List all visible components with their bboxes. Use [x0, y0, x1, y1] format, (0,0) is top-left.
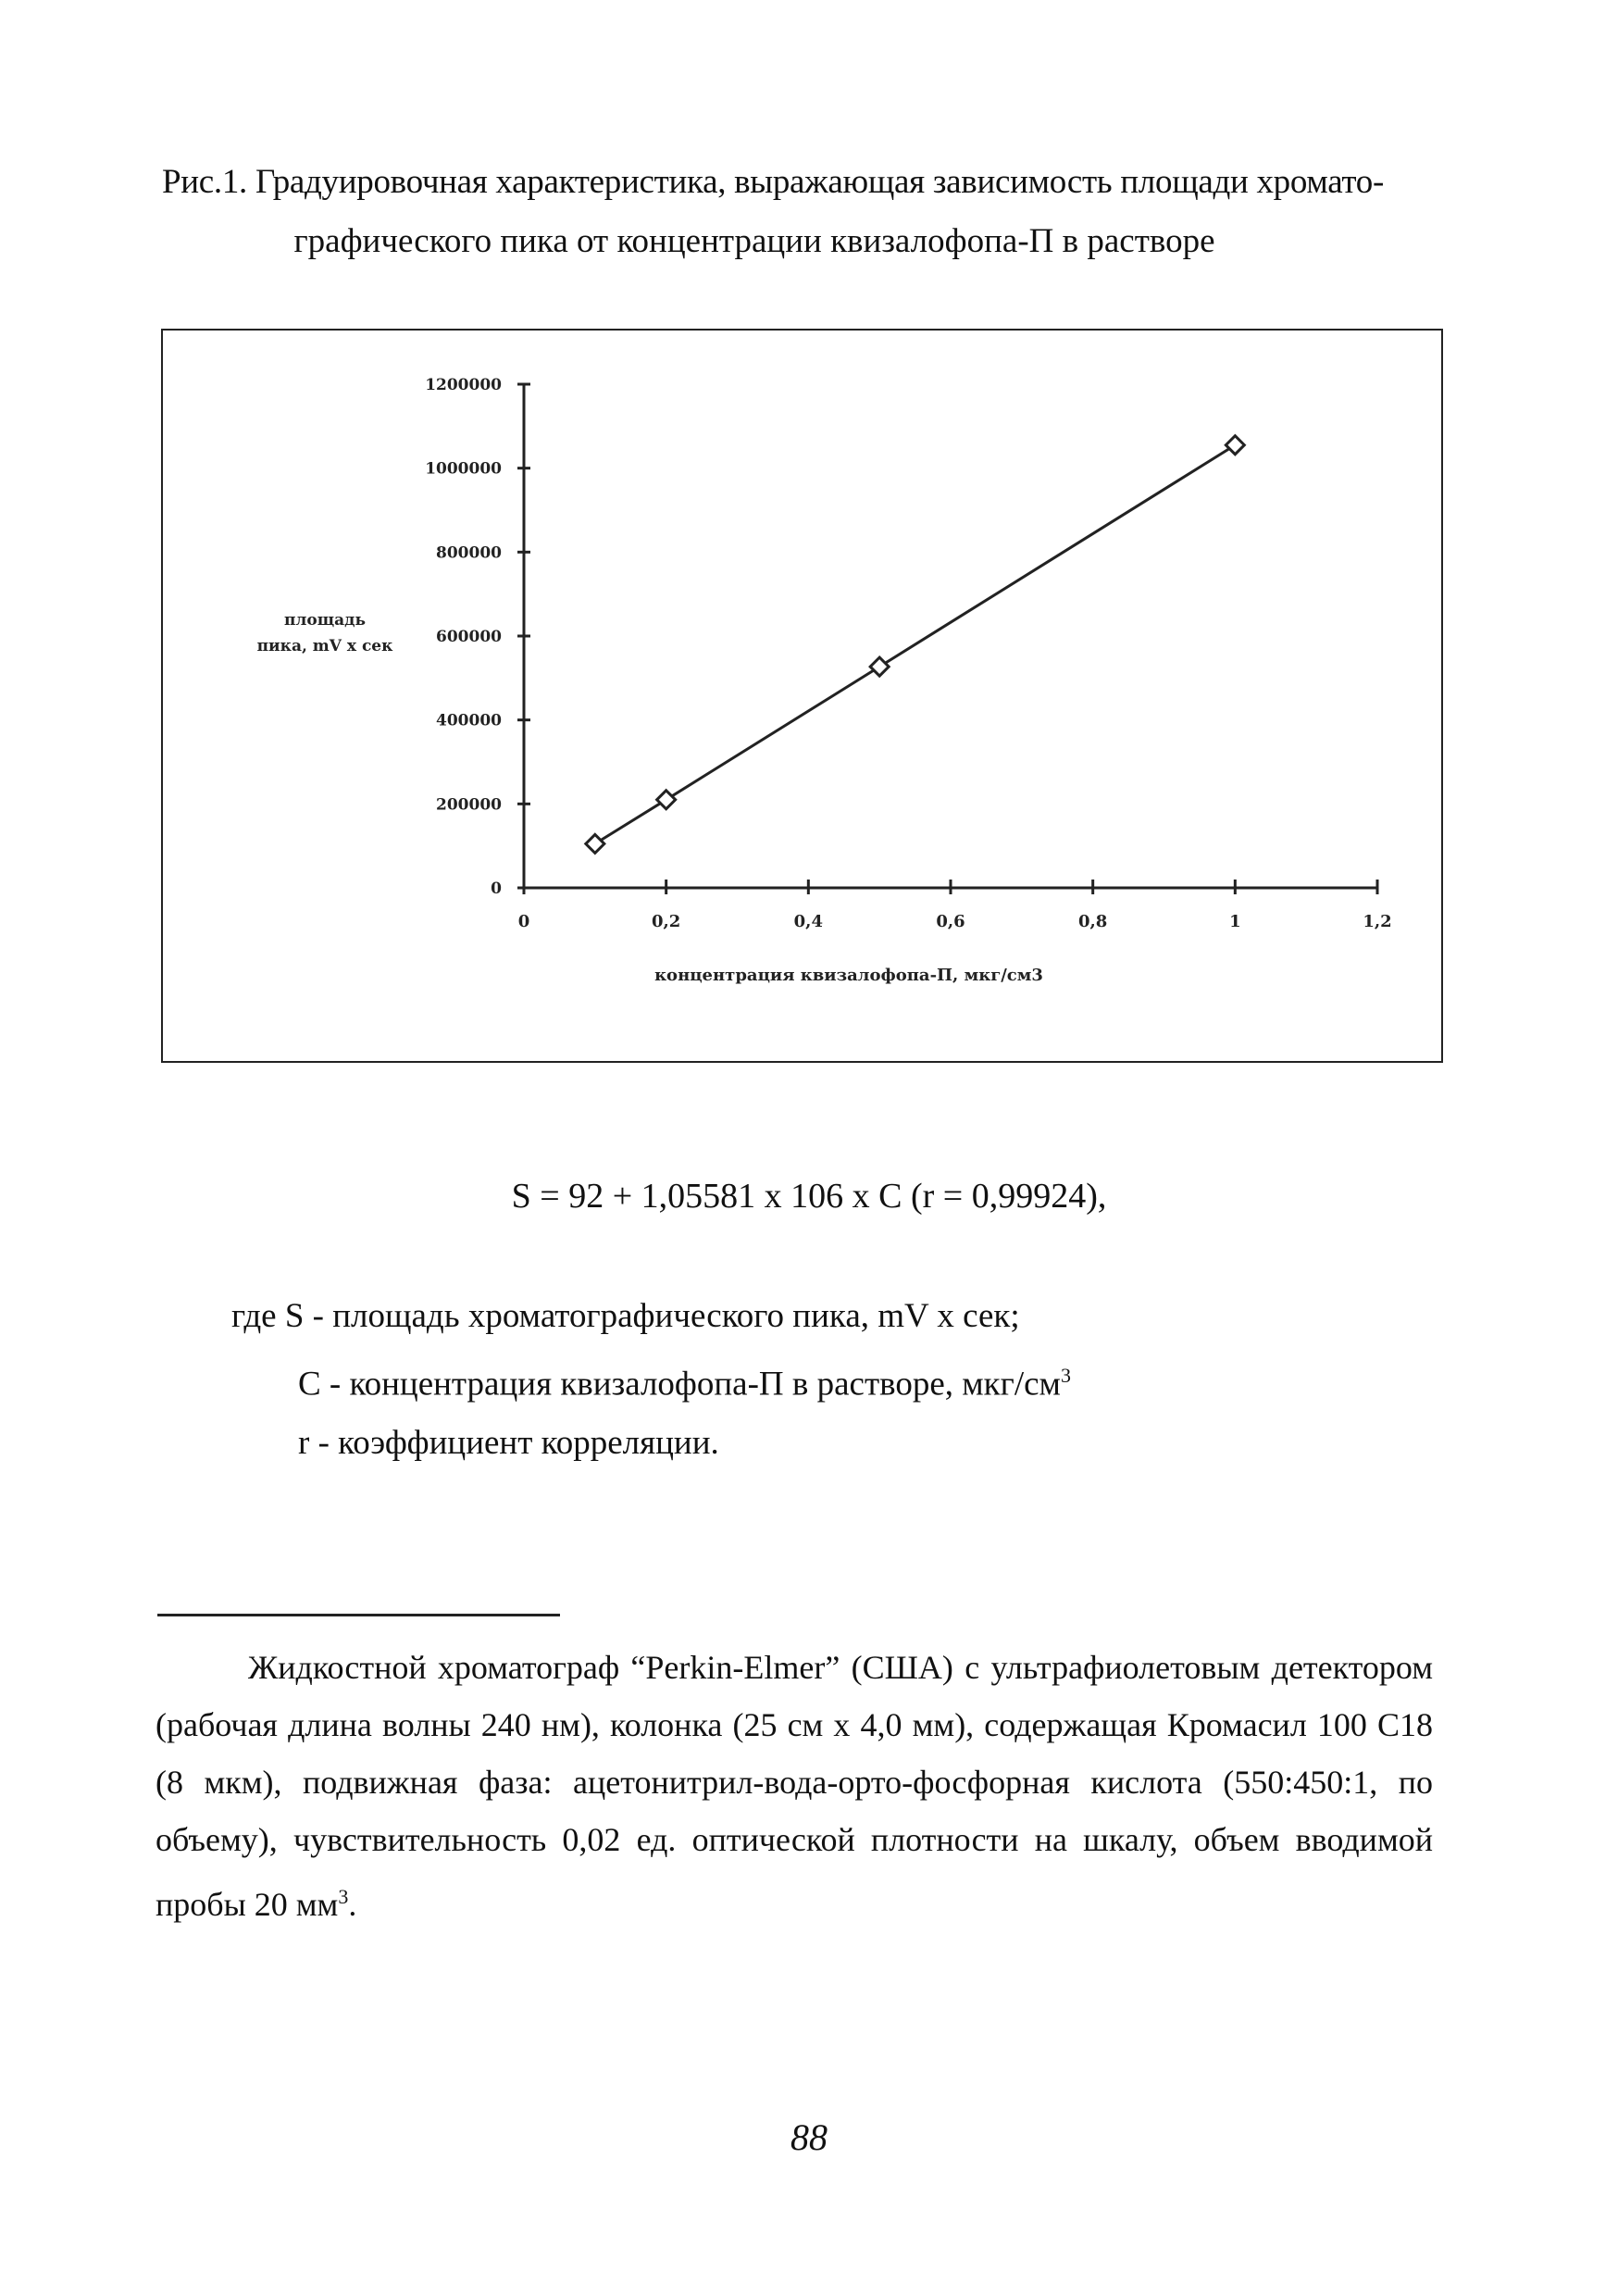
footnote-end: .: [348, 1886, 357, 1923]
data-point: [870, 657, 889, 676]
y-axis-label-line-2: пика, mV x сек: [256, 637, 393, 655]
y-tick-label: 1000000: [425, 459, 502, 479]
legend-row-c-sup: 3: [1060, 1364, 1071, 1387]
data-point: [586, 834, 604, 853]
y-axis-label-line-1: площадь: [283, 611, 367, 630]
data-point: [657, 791, 676, 809]
series-line: [595, 445, 1236, 844]
y-ticks: [425, 376, 530, 898]
x-tick-label: 0: [517, 912, 530, 931]
x-tick-label: 0,6: [936, 912, 965, 931]
data-point: [1226, 436, 1244, 455]
x-axis-label: концентрация квизалофопа-П, мкг/см3: [654, 966, 1043, 985]
figure-caption: [162, 153, 1458, 271]
y-tick-label: 200000: [436, 795, 502, 815]
footnote: [156, 1639, 1433, 1933]
variable-legend: [231, 1287, 1071, 1473]
y-tick-label: 600000: [436, 628, 502, 646]
x-tick-label: 0,2: [652, 912, 681, 931]
calibration-chart: [163, 331, 1441, 1061]
y-tick-label: 1200000: [425, 376, 502, 394]
page-number: 88: [790, 2116, 828, 2158]
y-tick-label: 0: [491, 880, 502, 898]
caption-line-2: графического пика от концентрации квизалофопа-П в растворе: [293, 222, 1215, 260]
legend-row-c-text: C - концентрация квизалофопа-П в растворе, мкг/см: [298, 1365, 1061, 1404]
x-tick-label: 1,2: [1363, 912, 1392, 931]
chart-axes: [524, 384, 1377, 888]
x-tick-label: 0,8: [1078, 912, 1108, 931]
y-tick-label: 400000: [436, 711, 502, 730]
x-tick-label: 0,4: [793, 912, 823, 931]
caption-line-1: Рис.1. Градуировочная характеристика, выражающая зависимость площади хромато-: [162, 163, 1385, 201]
footnote-text: Жидкостной хроматограф “Perkin-Elmer” (США) с ультрафиолетовым детектором (рабочая длина волны 240 нм), колонка (25 см х 4,0 мм), содержащая Кромасил 100 С18 (8 мкм), подвижная фаза: ацетонитрил-вода-орто-фосфорная кислота (550:450:1, по объему), чувствительность 0,02 ед. оптической плотности на шкалу, объем вводимой пробы 20 мм: [156, 1649, 1433, 1923]
legend-row-r: r - коэффициент корреляции.: [298, 1424, 719, 1463]
legend-row-s: где S - площадь хроматографического пика, mV x сек;: [231, 1297, 1020, 1335]
legend-row-c: [231, 1346, 1071, 1414]
chart-frame: [161, 329, 1443, 1063]
footnote-sup: 3: [338, 1885, 349, 1908]
regression-equation: S = 92 + 1,05581 x 106 x C (r = 0,99924),: [511, 1177, 1107, 1216]
y-tick-label: 800000: [436, 543, 502, 563]
x-tick-label: 1: [1229, 912, 1241, 931]
footnote-rule: [157, 1614, 560, 1616]
